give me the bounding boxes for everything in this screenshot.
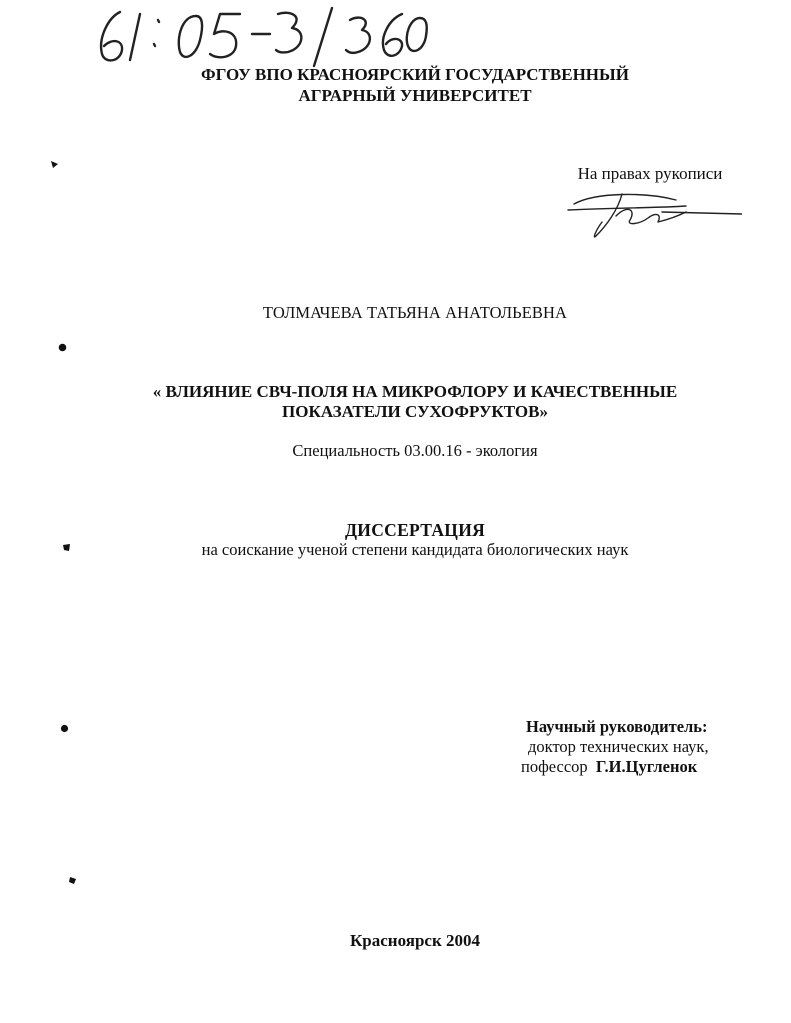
specialty: Специальность 03.00.16 - экология bbox=[292, 441, 538, 460]
scan-mark-icon bbox=[62, 543, 71, 552]
supervisor-position: пофессор bbox=[521, 757, 588, 776]
handwritten-number-drawing bbox=[92, 4, 432, 68]
supervisor-degree: доктор технических наук, bbox=[528, 737, 709, 756]
scan-mark-icon bbox=[58, 343, 67, 352]
institution-line-2: АГРАРНЫЙ УНИВЕРСИТЕТ bbox=[298, 86, 532, 105]
supervisor-title-line bbox=[520, 757, 790, 777]
supervisor-block bbox=[520, 717, 790, 777]
handwritten-signature bbox=[566, 186, 742, 242]
handwritten-catalog-number bbox=[92, 4, 432, 68]
supervisor-heading: Научный руководитель: bbox=[526, 717, 708, 736]
author-name: ТОЛМАЧЕВА ТАТЬЯНА АНАТОЛЬЕВНА bbox=[262, 303, 568, 322]
signature-drawing bbox=[566, 186, 742, 242]
institution-name bbox=[120, 64, 710, 106]
title-line-2: ПОКАЗАТЕЛИ СУХОФРУКТОВ» bbox=[282, 402, 548, 421]
supervisor-name: Г.И.Цугленок bbox=[595, 757, 698, 776]
city-and-year: Красноярск 2004 bbox=[349, 931, 481, 950]
rights-notice: На правах рукописи bbox=[577, 164, 723, 183]
document-type-heading: ДИССЕРТАЦИЯ bbox=[344, 520, 486, 540]
scan-mark-icon bbox=[68, 876, 77, 885]
dissertation-title bbox=[110, 382, 720, 422]
title-line-1: « ВЛИЯНИЕ СВЧ-ПОЛЯ НА МИКРОФЛОРУ И КАЧЕСТВЕННЫЕ bbox=[152, 382, 678, 401]
degree-sought: на соискание ученой степени кандидата биологических наук bbox=[201, 540, 629, 559]
institution-line-1: ФГОУ ВПО КРАСНОЯРСКИЙ ГОСУДАРСТВЕННЫЙ bbox=[201, 65, 629, 84]
scan-mark-icon bbox=[60, 724, 69, 733]
scan-mark-icon bbox=[50, 160, 59, 169]
